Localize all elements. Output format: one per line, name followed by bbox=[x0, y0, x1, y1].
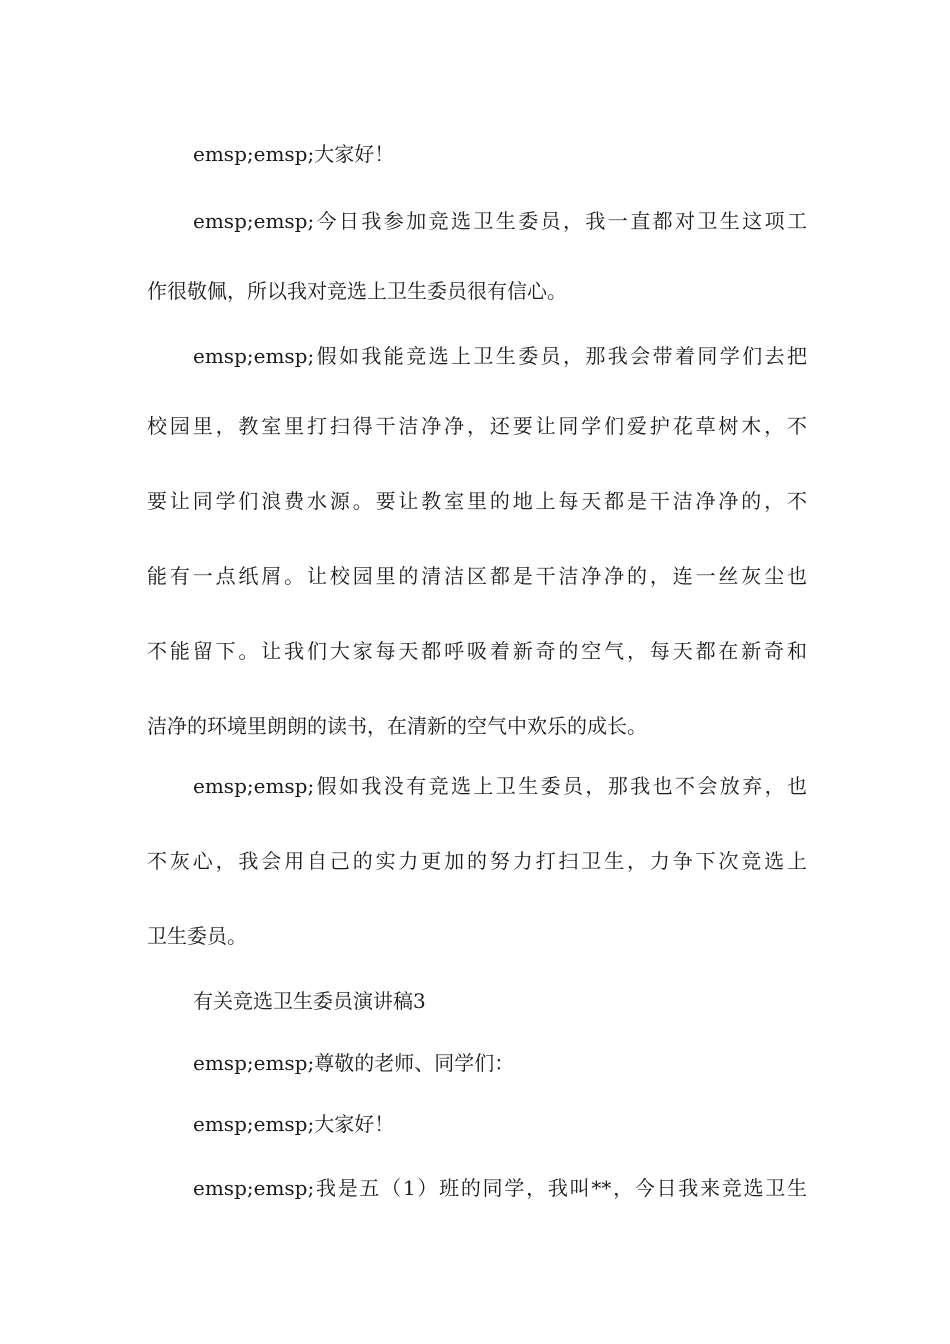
text-line: 能有一点纸屑。让校园里的清洁区都是干洁净净的，连一丝灰尘也 bbox=[147, 564, 807, 588]
text-line: 作很敬佩，所以我对竞选上卫生委员很有信心。 bbox=[147, 279, 567, 303]
text-line-greeting: emsp;emsp;大家好！ bbox=[193, 1112, 395, 1136]
text-line: 不能留下。让我们大家每天都呼吸着新奇的空气，每天都在新奇和 bbox=[147, 639, 807, 663]
text-line: 不灰心，我会用自己的实力更加的努力打扫卫生，力争下次竞选上 bbox=[147, 849, 807, 873]
text-line: emsp;emsp;假如我能竞选上卫生委员，那我会带着同学们去把 bbox=[193, 344, 807, 368]
text-line: emsp;emsp;假如我没有竞选上卫生委员，那我也不会放弃，也 bbox=[193, 774, 807, 798]
text-line: 卫生委员。 bbox=[147, 924, 247, 948]
text-line: 校园里，教室里打扫得干洁净净，还要让同学们爱护花草树木，不 bbox=[147, 414, 807, 438]
text-line: 洁净的环境里朗朗的读书，在清新的空气中欢乐的成长。 bbox=[147, 714, 647, 738]
text-line: 要让同学们浪费水源。要让教室里的地上每天都是干洁净净的，不 bbox=[147, 489, 807, 513]
text-line: emsp;emsp;今日我参加竞选卫生委员，我一直都对卫生这项工 bbox=[193, 209, 807, 233]
text-line-salutation: emsp;emsp;尊敬的老师、同学们： bbox=[193, 1051, 515, 1075]
section-heading: 有关竞选卫生委员演讲稿3 bbox=[193, 989, 426, 1013]
text-line: emsp;emsp;我是五（1）班的同学，我叫**，今日我来竞选卫生 bbox=[193, 1176, 807, 1200]
text-line-greeting: emsp;emsp;大家好！ bbox=[193, 142, 395, 166]
